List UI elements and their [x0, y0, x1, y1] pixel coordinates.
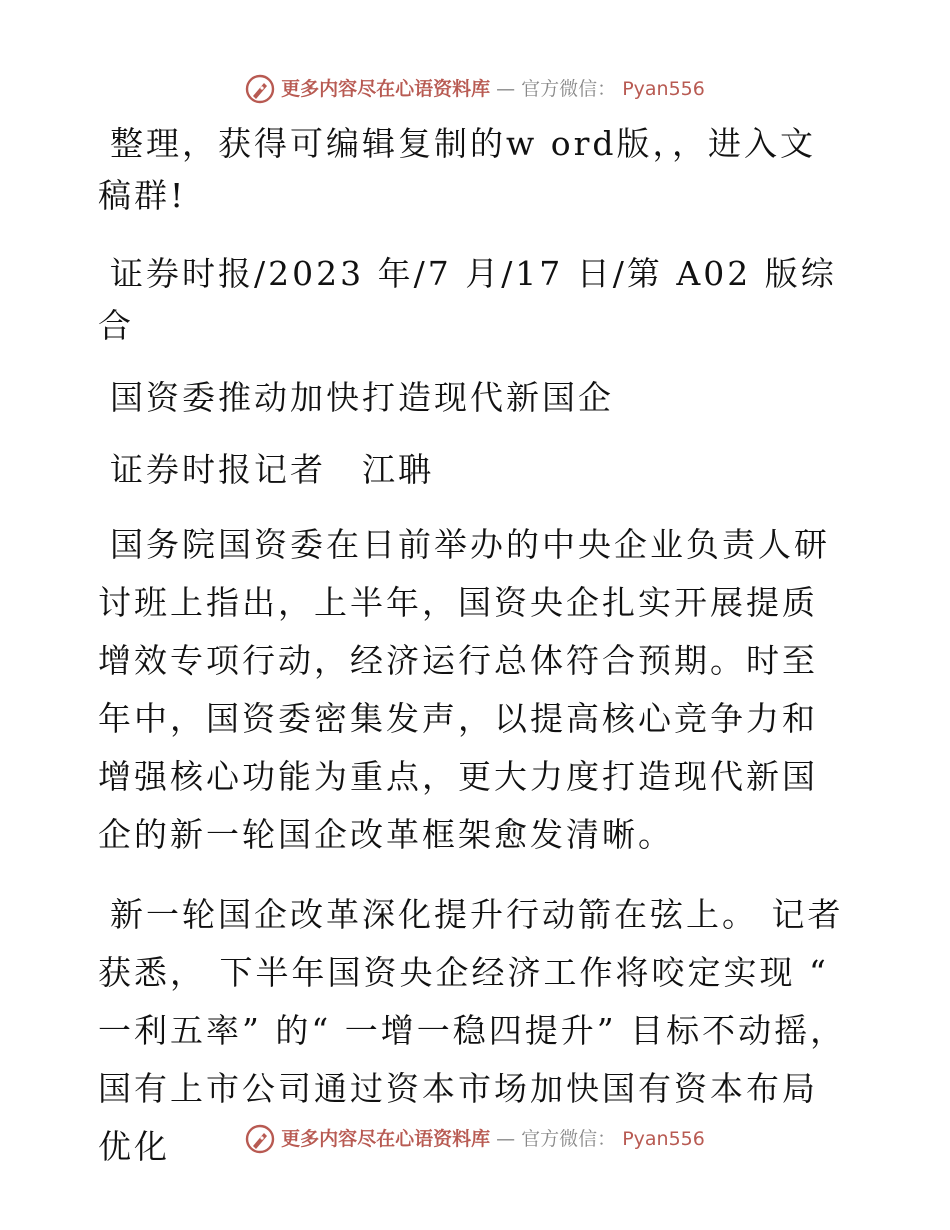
pen-nib-logo-icon — [245, 74, 275, 104]
watermark-label: 官方微信： — [521, 77, 617, 100]
document-body — [98, 118, 850, 1176]
watermark-brand: 更多内容尽在心语资料库 — [281, 1127, 491, 1150]
watermark-dash: — — [496, 1127, 516, 1150]
watermark-label: 官方微信： — [521, 1127, 617, 1150]
watermark-dash: — — [496, 77, 516, 100]
article-paragraph: 国务院国资委在日前举办的中央企业负责人研讨班上指出，上半年，国资央企扎实开展提质增效专项行动，经济运行总体符合预期。时至年中，国资委密集发声，以提高核心竞争力和增强核心功能为重点，更大力度打造现代新国企的新一轮国企改革框架愈发清晰。 — [98, 525, 830, 854]
watermark-brand: 更多内容尽在心语资料库 — [281, 77, 491, 100]
article-paragraph: 新一轮国企改革深化提升行动箭在弦上。 记者获悉， 下半年国资央企经济工作将咬定实现 “ 一利五率” 的“ 一增一稳四提升” 目标不动摇，国有上市公司通过资本市场加快国有资本布局优化 — [98, 895, 847, 1166]
intro-line: 整理，获得可编辑复制的w ord版，，进入文稿群! — [98, 124, 817, 215]
watermark-wechat-id: Pyan556 — [622, 1127, 705, 1150]
article-byline: 证券时报记者 江聃 — [110, 450, 434, 489]
watermark-wechat-id: Pyan556 — [622, 77, 705, 100]
source-line: 证券时报/2023 年/7 月/17 日/第 A02 版综合 — [98, 254, 837, 345]
article-headline: 国资委推动加快打造现代新国企 — [110, 378, 614, 417]
pen-nib-logo-icon — [245, 1124, 275, 1154]
footer-watermark — [0, 1124, 950, 1154]
header-watermark — [0, 74, 950, 104]
